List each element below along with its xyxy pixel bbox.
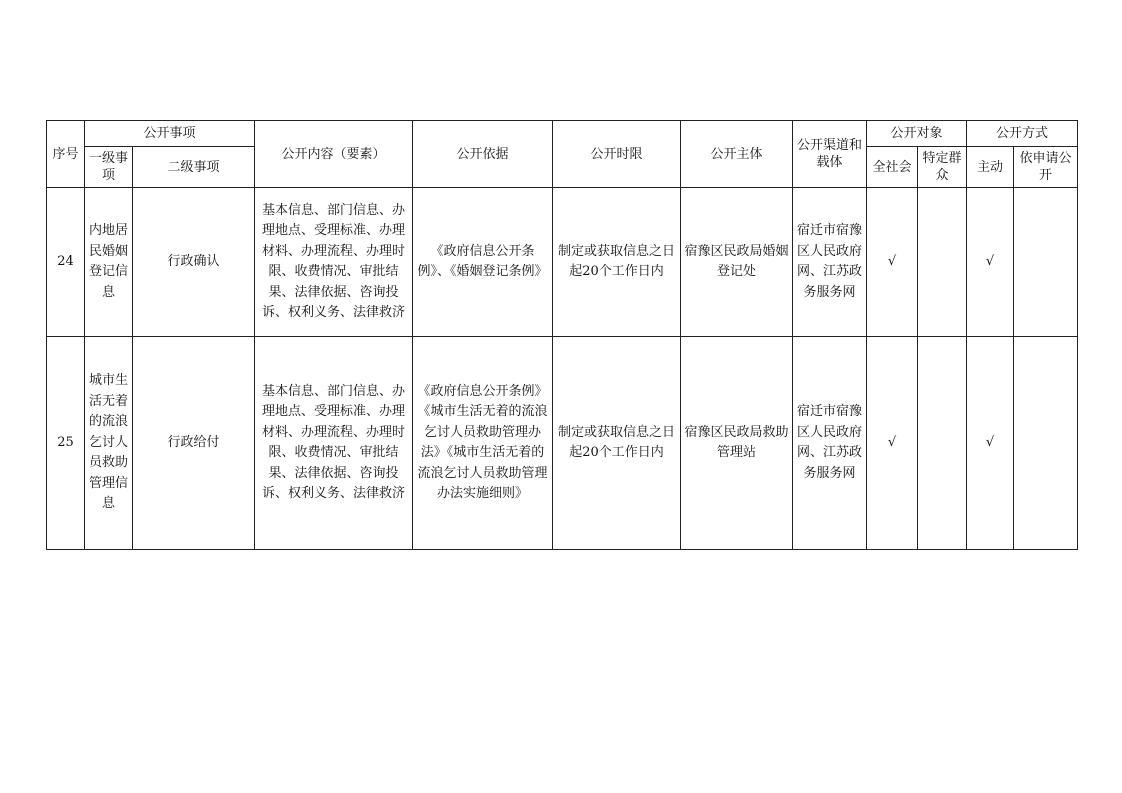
row-audience-all-check: √ <box>867 188 918 337</box>
header-subject: 公开主体 <box>681 121 793 188</box>
row-level1: 城市生活无着的流浪乞讨人员救助管理信息 <box>85 337 133 550</box>
header-basis: 公开依据 <box>413 121 553 188</box>
row-seq: 24 <box>47 188 85 337</box>
header-audience: 公开对象 <box>867 121 967 147</box>
header-level1: 一级事项 <box>85 147 133 188</box>
header-seq: 序号 <box>47 121 85 188</box>
row-basis: 《政府信息公开条例》、《婚姻登记条例》 <box>413 188 553 337</box>
table-row <box>47 188 1078 337</box>
header-content: 公开内容（要素） <box>255 121 413 188</box>
header-items: 公开事项 <box>85 121 255 147</box>
row-level2: 行政给付 <box>133 337 255 550</box>
row-level2: 行政确认 <box>133 188 255 337</box>
row-content: 基本信息、部门信息、办理地点、受理标准、办理材料、办理流程、办理时限、收费情况、审批结果、法律依据、咨询投诉、权利义务、法律救济 <box>255 337 413 550</box>
row-mode-active-check: √ <box>967 188 1014 337</box>
row-subject: 宿豫区民政局婚姻登记处 <box>681 188 793 337</box>
row-time-limit: 制定或获取信息之日起20个工作日内 <box>553 337 681 550</box>
header-mode-active: 主动 <box>967 147 1014 188</box>
row-channel: 宿迁市宿豫区人民政府网、江苏政务服务网 <box>793 337 867 550</box>
table-row <box>47 337 1078 550</box>
header-time-limit: 公开时限 <box>553 121 681 188</box>
row-mode-request-check <box>1014 337 1078 550</box>
row-audience-all-check: √ <box>867 337 918 550</box>
header-audience-all: 全社会 <box>867 147 918 188</box>
row-basis: 《政府信息公开条例》《城市生活无着的流浪乞讨人员救助管理办法》《城市生活无着的流浪乞讨人员救助管理办法实施细则》 <box>413 337 553 550</box>
header-channel: 公开渠道和载体 <box>793 121 867 188</box>
row-seq: 25 <box>47 337 85 550</box>
row-content: 基本信息、部门信息、办理地点、受理标准、办理材料、办理流程、办理时限、收费情况、审批结果、法律依据、咨询投诉、权利义务、法律救济 <box>255 188 413 337</box>
row-subject: 宿豫区民政局救助管理站 <box>681 337 793 550</box>
row-mode-active-check: √ <box>967 337 1014 550</box>
disclosure-table <box>46 120 1078 550</box>
header-mode: 公开方式 <box>967 121 1078 147</box>
row-time-limit: 制定或获取信息之日起20个工作日内 <box>553 188 681 337</box>
header-mode-request: 依申请公开 <box>1014 147 1078 188</box>
row-channel: 宿迁市宿豫区人民政府网、江苏政务服务网 <box>793 188 867 337</box>
header-audience-specific: 特定群众 <box>918 147 967 188</box>
row-audience-specific-check <box>918 188 967 337</box>
header-level2: 二级事项 <box>133 147 255 188</box>
header-row-1 <box>47 121 1078 147</box>
row-level1: 内地居民婚姻登记信息 <box>85 188 133 337</box>
row-audience-specific-check <box>918 337 967 550</box>
row-mode-request-check <box>1014 188 1078 337</box>
